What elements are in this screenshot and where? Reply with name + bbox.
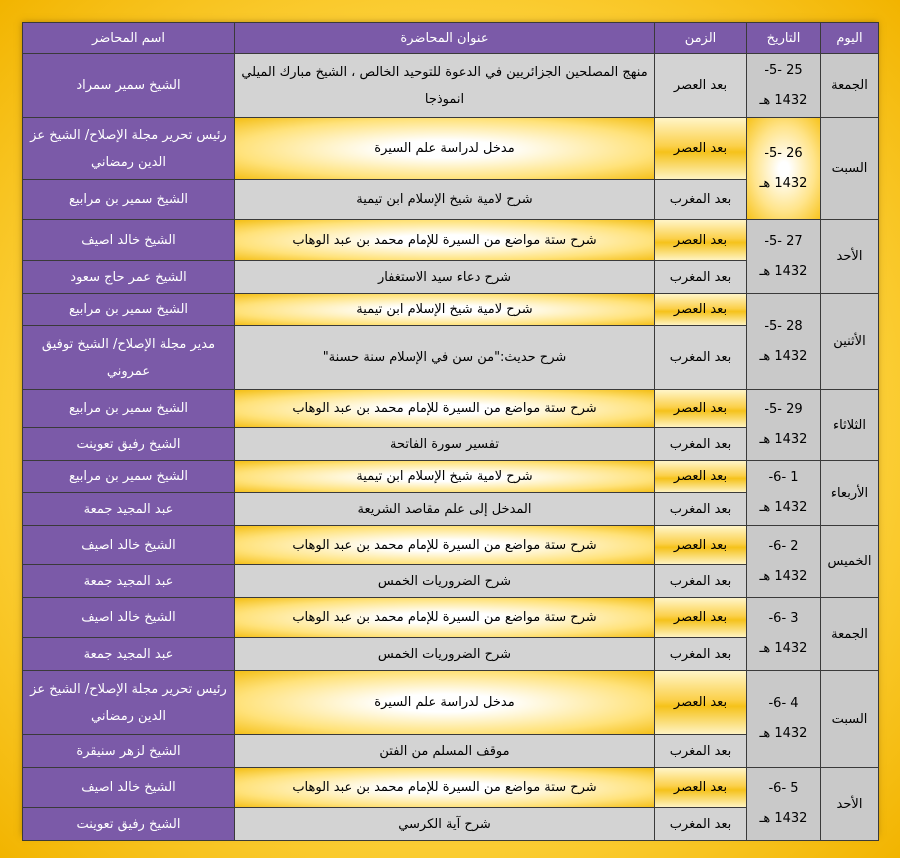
time-cell: بعد المغرب — [655, 565, 747, 598]
day-cell: الجمعة — [821, 598, 879, 671]
date-cell — [747, 768, 821, 841]
date-day-month: 3 -6- — [768, 611, 799, 626]
time-cell: بعد المغرب — [655, 493, 747, 526]
lecture-schedule-table — [22, 22, 879, 841]
lecturer-name-cell: الشيخ سمير بن مرابيع — [23, 390, 235, 428]
lecturer-name-cell: رئيس تحرير مجلة الإصلاح/ الشيخ عز الدين رمضاني — [23, 671, 235, 735]
time-cell: بعد العصر — [655, 461, 747, 493]
date-cell — [747, 54, 821, 118]
lecturer-name-cell: عبد المجيد جمعة — [23, 493, 235, 526]
schedule-row — [23, 526, 879, 565]
lecture-title-cell: شرح ستة مواضع من السيرة للإمام محمد بن عبد الوهاب — [235, 598, 655, 638]
day-cell: الجمعة — [821, 54, 879, 118]
time-cell: بعد المغرب — [655, 808, 747, 841]
date-year: 1432 هـ — [759, 175, 808, 191]
lecturer-name-cell: الشيخ سمير بن مرابيع — [23, 461, 235, 493]
date-year: 1432 هـ — [759, 641, 808, 656]
date-cell — [747, 461, 821, 526]
lecturer-name-cell: الشيخ رفيق تعوينت — [23, 428, 235, 461]
time-cell: بعد المغرب — [655, 326, 747, 390]
schedule-body — [23, 54, 879, 841]
date-cell — [747, 294, 821, 390]
date-year: 1432 هـ — [759, 263, 808, 279]
schedule-row — [23, 768, 879, 808]
time-cell: بعد العصر — [655, 54, 747, 118]
lecture-title-cell: شرح ستة مواضع من السيرة للإمام محمد بن عبد الوهاب — [235, 768, 655, 808]
time-cell: بعد المغرب — [655, 735, 747, 768]
schedule-row — [23, 671, 879, 735]
lecture-title-cell: شرح حديث:"من سن في الإسلام سنة حسنة" — [235, 326, 655, 390]
lecture-title-cell: منهج المصلحين الجزائريين في الدعوة للتوحيد الخالص ، الشيخ مبارك الميلي انموذجا — [235, 54, 655, 118]
header-time: الزمن — [655, 23, 747, 54]
time-cell: بعد المغرب — [655, 638, 747, 671]
date-year: 1432 هـ — [759, 726, 808, 741]
date-year: 1432 هـ — [759, 811, 808, 826]
schedule-row — [23, 54, 879, 118]
lecturer-name-cell: الشيخ خالد اصيف — [23, 768, 235, 808]
date-cell — [747, 390, 821, 461]
time-cell: بعد العصر — [655, 768, 747, 808]
lecturer-name-cell: مدير مجلة الإصلاح/ الشيخ توفيق عمروني — [23, 326, 235, 390]
header-day: اليوم — [821, 23, 879, 54]
day-cell: الأثنين — [821, 294, 879, 390]
day-cell: السبت — [821, 118, 879, 220]
lecturer-name-cell: عبد المجيد جمعة — [23, 565, 235, 598]
date-day-month: 25 -5- — [764, 62, 803, 78]
schedule-row — [23, 390, 879, 428]
date-day-month: 5 -6- — [768, 781, 799, 796]
time-cell: بعد العصر — [655, 220, 747, 261]
day-cell: الأحد — [821, 768, 879, 841]
date-day-month: 28 -5- — [764, 318, 803, 334]
date-day-month: 26 -5- — [764, 145, 803, 161]
date-year: 1432 هـ — [759, 568, 808, 584]
lecturer-name-cell: رئيس تحرير مجلة الإصلاح/ الشيخ عز الدين رمضاني — [23, 118, 235, 180]
schedule-row — [23, 294, 879, 326]
lecture-title-cell: شرح دعاء سيد الاستغفار — [235, 261, 655, 294]
date-day-month: 2 -6- — [768, 538, 799, 554]
date-cell — [747, 671, 821, 768]
time-cell: بعد المغرب — [655, 428, 747, 461]
lecture-title-cell: تفسير سورة الفاتحة — [235, 428, 655, 461]
time-cell: بعد المغرب — [655, 261, 747, 294]
lecturer-name-cell: الشيخ لزهر سنيقرة — [23, 735, 235, 768]
lecture-title-cell: شرح لامية شيخ الإسلام ابن تيمية — [235, 294, 655, 326]
day-cell: الثلاثاء — [821, 390, 879, 461]
schedule-row — [23, 598, 879, 638]
lecture-title-cell: المدخل إلى علم مقاصد الشريعة — [235, 493, 655, 526]
time-cell: بعد العصر — [655, 598, 747, 638]
date-cell — [747, 220, 821, 294]
lecturer-name-cell: الشيخ خالد اصيف — [23, 220, 235, 261]
lecture-title-cell: شرح آية الكرسي — [235, 808, 655, 841]
day-cell: الأحد — [821, 220, 879, 294]
date-year: 1432 هـ — [759, 92, 808, 108]
time-cell: بعد العصر — [655, 526, 747, 565]
lecture-title-cell: شرح ستة مواضع من السيرة للإمام محمد بن عبد الوهاب — [235, 390, 655, 428]
schedule-row — [23, 118, 879, 180]
lecturer-name-cell: الشيخ سمير بن مرابيع — [23, 294, 235, 326]
lecture-title-cell: مدخل لدراسة علم السيرة — [235, 671, 655, 735]
schedule-frame — [22, 22, 878, 836]
lecturer-name-cell: الشيخ رفيق تعوينت — [23, 808, 235, 841]
time-cell: بعد العصر — [655, 390, 747, 428]
date-cell — [747, 598, 821, 671]
lecture-title-cell: شرح لامية شيخ الإسلام ابن تيمية — [235, 461, 655, 493]
lecture-title-cell: شرح ستة مواضع من السيرة للإمام محمد بن عبد الوهاب — [235, 526, 655, 565]
date-cell — [747, 118, 821, 220]
header-row — [23, 23, 879, 54]
time-cell: بعد العصر — [655, 294, 747, 326]
day-cell: الخميس — [821, 526, 879, 598]
lecturer-name-cell: الشيخ عمر حاج سعود — [23, 261, 235, 294]
day-cell: السبت — [821, 671, 879, 768]
date-year: 1432 هـ — [759, 500, 808, 515]
lecture-title-cell: شرح لامية شيخ الإسلام ابن تيمية — [235, 180, 655, 220]
lecture-title-cell: مدخل لدراسة علم السيرة — [235, 118, 655, 180]
date-day-month: 27 -5- — [764, 233, 803, 249]
date-day-month: 29 -5- — [764, 402, 803, 417]
header-title: عنوان المحاضرة — [235, 23, 655, 54]
lecture-title-cell: شرح الضروريات الخمس — [235, 565, 655, 598]
lecture-title-cell: شرح ستة مواضع من السيرة للإمام محمد بن عبد الوهاب — [235, 220, 655, 261]
lecturer-name-cell: الشيخ سمير بن مرابيع — [23, 180, 235, 220]
lecturer-name-cell: الشيخ خالد اصيف — [23, 598, 235, 638]
lecture-title-cell: شرح الضروريات الخمس — [235, 638, 655, 671]
time-cell: بعد العصر — [655, 671, 747, 735]
date-day-month: 1 -6- — [768, 470, 799, 485]
lecturer-name-cell: الشيخ خالد اصيف — [23, 526, 235, 565]
date-day-month: 4 -6- — [768, 696, 799, 711]
header-date: التاريخ — [747, 23, 821, 54]
date-year: 1432 هـ — [759, 348, 808, 364]
time-cell: بعد العصر — [655, 118, 747, 180]
date-cell — [747, 526, 821, 598]
schedule-row — [23, 461, 879, 493]
lecturer-name-cell: الشيخ سمير سمراد — [23, 54, 235, 118]
time-cell: بعد المغرب — [655, 180, 747, 220]
lecturer-name-cell: عبد المجيد جمعة — [23, 638, 235, 671]
date-year: 1432 هـ — [759, 432, 808, 447]
schedule-row — [23, 220, 879, 261]
lecture-title-cell: موقف المسلم من الفتن — [235, 735, 655, 768]
header-lecturer: اسم المحاضر — [23, 23, 235, 54]
day-cell: الأربعاء — [821, 461, 879, 526]
